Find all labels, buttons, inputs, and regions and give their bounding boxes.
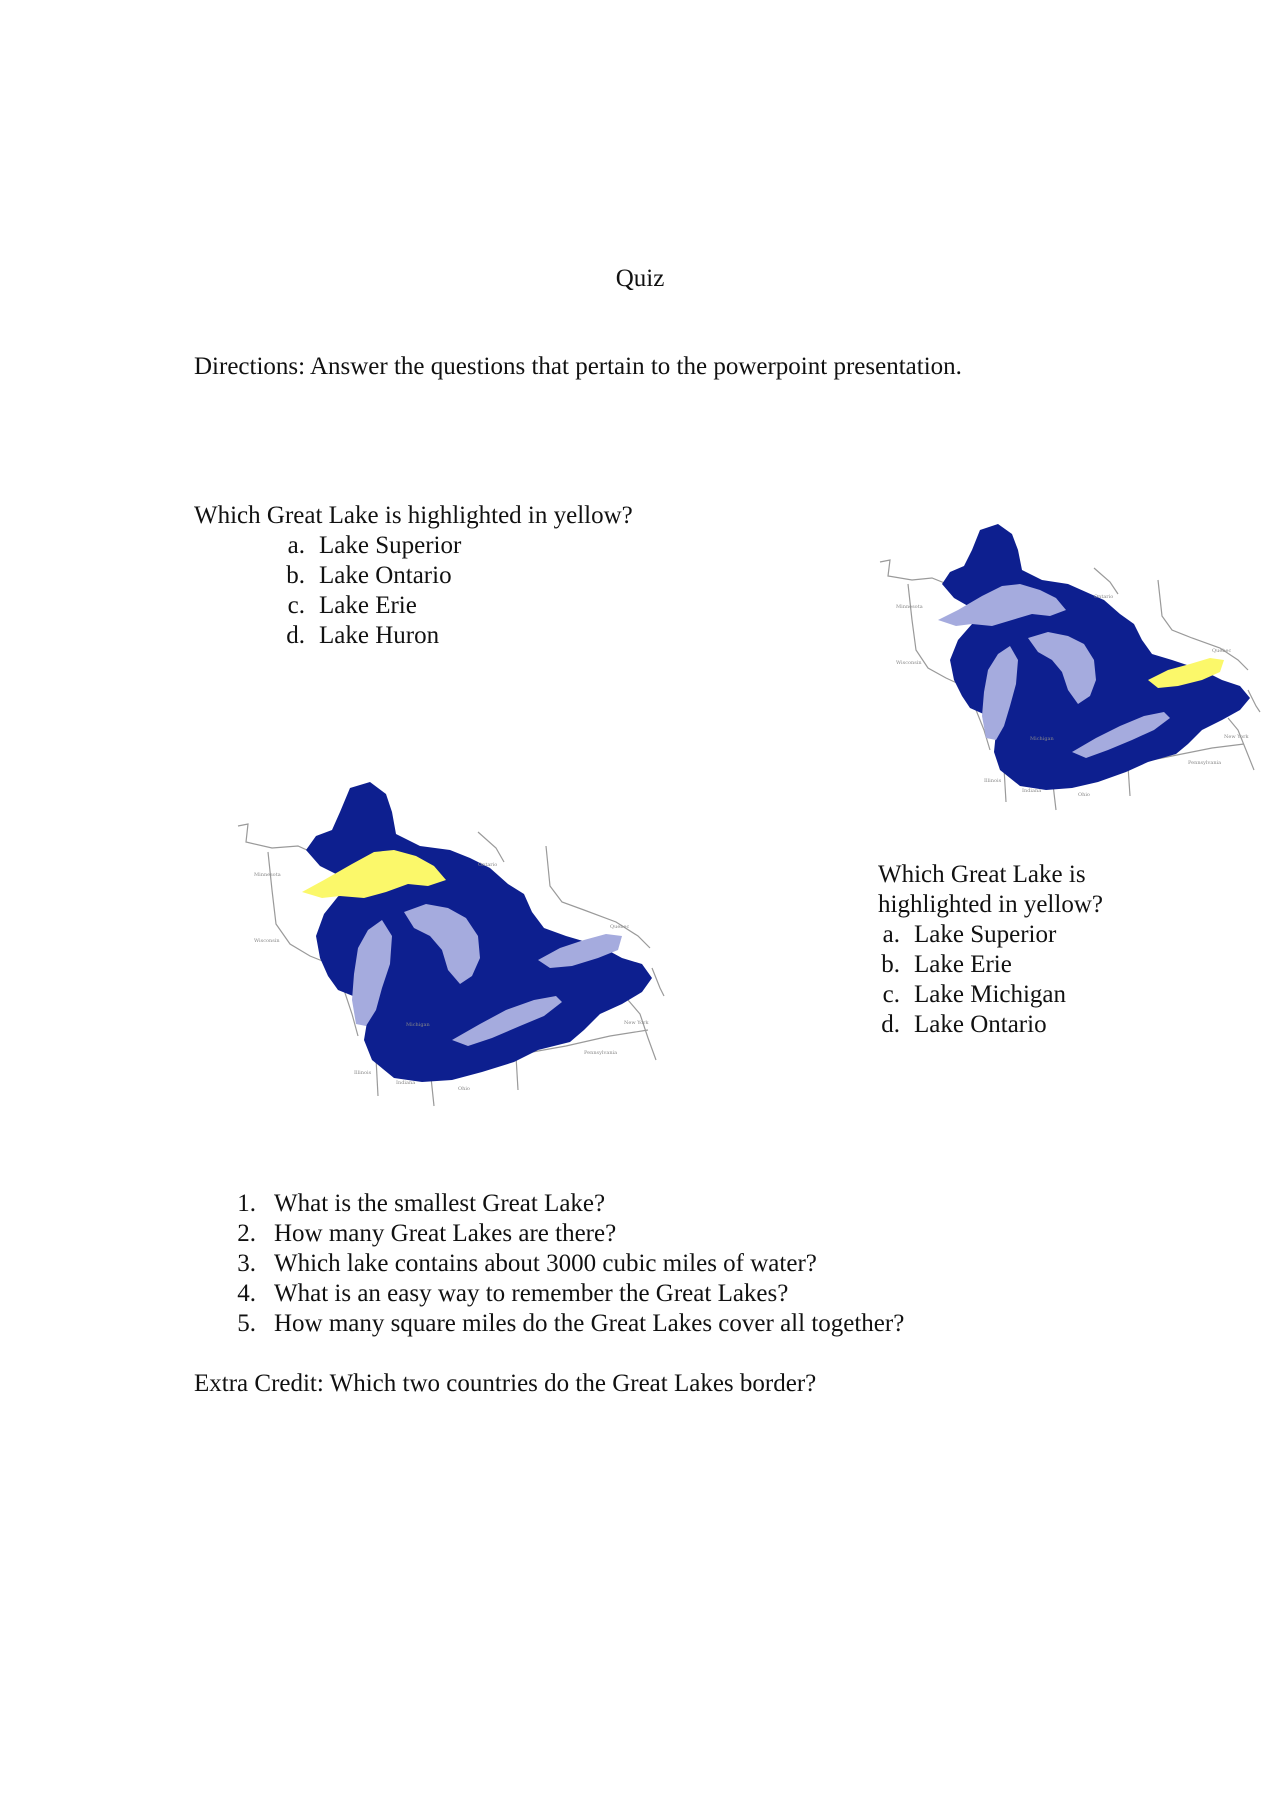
option-item bbox=[868, 980, 1066, 1010]
map-label-michigan: Michigan bbox=[1030, 736, 1054, 742]
map-label-minnesota: Minnesota bbox=[896, 604, 923, 610]
option-text: Lake Erie bbox=[319, 592, 417, 619]
map-label-quebec: Quebec bbox=[610, 924, 630, 930]
question-text: What is the smallest Great Lake? bbox=[274, 1190, 606, 1217]
directions-text: Directions: Answer the questions that pertain to the powerpoint presentation. bbox=[194, 353, 962, 380]
great-lakes-map-superior-highlighted bbox=[228, 778, 668, 1118]
question-1-prompt: Which Great Lake is highlighted in yellow? bbox=[194, 502, 633, 529]
page-title: Quiz bbox=[615, 265, 665, 292]
map-label-new-york: New York bbox=[1224, 734, 1249, 740]
question-item bbox=[220, 1249, 904, 1279]
option-item bbox=[265, 621, 461, 651]
map-label-ontario: Ontario bbox=[478, 862, 498, 868]
option-letter: a. bbox=[287, 532, 305, 559]
map-label-indiana: Indiana bbox=[1022, 788, 1042, 794]
map-svg bbox=[228, 778, 668, 1118]
option-text: Lake Michigan bbox=[914, 981, 1067, 1008]
extra-credit-question: Extra Credit: Which two countries do the Great Lakes border? bbox=[194, 1370, 817, 1397]
option-letter: d. bbox=[286, 622, 305, 649]
option-letter: b. bbox=[881, 951, 900, 978]
map-label-pennsylvania: Pennsylvania bbox=[584, 1050, 618, 1056]
map-label-ontario: Ontario bbox=[1094, 594, 1114, 600]
question-number: 3. bbox=[237, 1250, 256, 1277]
numbered-questions bbox=[220, 1189, 904, 1339]
question-item bbox=[220, 1219, 904, 1249]
question-2-prompt bbox=[878, 860, 1158, 920]
map-label-ohio: Ohio bbox=[1078, 792, 1090, 798]
question-text: What is an easy way to remember the Great Lakes? bbox=[274, 1280, 789, 1307]
option-text: Lake Ontario bbox=[914, 1011, 1047, 1038]
option-letter: c. bbox=[287, 592, 305, 619]
option-letter: b. bbox=[286, 562, 305, 589]
option-text: Lake Ontario bbox=[319, 562, 452, 589]
question-number: 2. bbox=[237, 1220, 256, 1247]
option-item bbox=[265, 561, 461, 591]
question-2-prompt-line-2: highlighted in yellow? bbox=[878, 891, 1103, 918]
option-text: Lake Superior bbox=[914, 921, 1057, 948]
map-label-new-york: New York bbox=[624, 1020, 649, 1026]
option-letter: a. bbox=[882, 921, 900, 948]
option-text: Lake Erie bbox=[914, 951, 1012, 978]
question-2-options bbox=[868, 920, 1066, 1040]
question-1-options bbox=[265, 531, 461, 651]
question-item bbox=[220, 1309, 904, 1339]
map-label-indiana: Indiana bbox=[396, 1080, 416, 1086]
question-number: 4. bbox=[237, 1280, 256, 1307]
map-label-wisconsin: Wisconsin bbox=[254, 938, 280, 944]
option-letter: d. bbox=[881, 1011, 900, 1038]
option-text: Lake Superior bbox=[319, 532, 462, 559]
map-label-michigan: Michigan bbox=[406, 1022, 430, 1028]
map-label-ohio: Ohio bbox=[458, 1086, 470, 1092]
map-svg bbox=[872, 520, 1262, 820]
option-item bbox=[868, 950, 1066, 980]
option-item bbox=[868, 1010, 1066, 1040]
question-number: 1. bbox=[237, 1190, 256, 1217]
map-label-pennsylvania: Pennsylvania bbox=[1188, 760, 1222, 766]
option-text: Lake Huron bbox=[319, 622, 440, 649]
question-item bbox=[220, 1189, 904, 1219]
question-text: How many square miles do the Great Lakes cover all together? bbox=[274, 1310, 905, 1337]
map-label-illinois: Illinois bbox=[354, 1070, 372, 1076]
option-letter: c. bbox=[882, 981, 900, 1008]
option-item bbox=[868, 920, 1066, 950]
question-2-prompt-line-1: Which Great Lake is bbox=[878, 861, 1086, 888]
map-label-illinois: Illinois bbox=[984, 778, 1002, 784]
question-item bbox=[220, 1279, 904, 1309]
great-lakes-map-ontario-highlighted bbox=[872, 520, 1262, 820]
map-label-minnesota: Minnesota bbox=[254, 872, 281, 878]
map-label-wisconsin: Wisconsin bbox=[896, 660, 922, 666]
question-text: Which lake contains about 3000 cubic miles of water? bbox=[274, 1250, 817, 1277]
question-number: 5. bbox=[237, 1310, 256, 1337]
option-item bbox=[265, 531, 461, 561]
option-item bbox=[265, 591, 461, 621]
question-text: How many Great Lakes are there? bbox=[274, 1220, 617, 1247]
map-label-quebec: Quebec bbox=[1212, 648, 1232, 654]
